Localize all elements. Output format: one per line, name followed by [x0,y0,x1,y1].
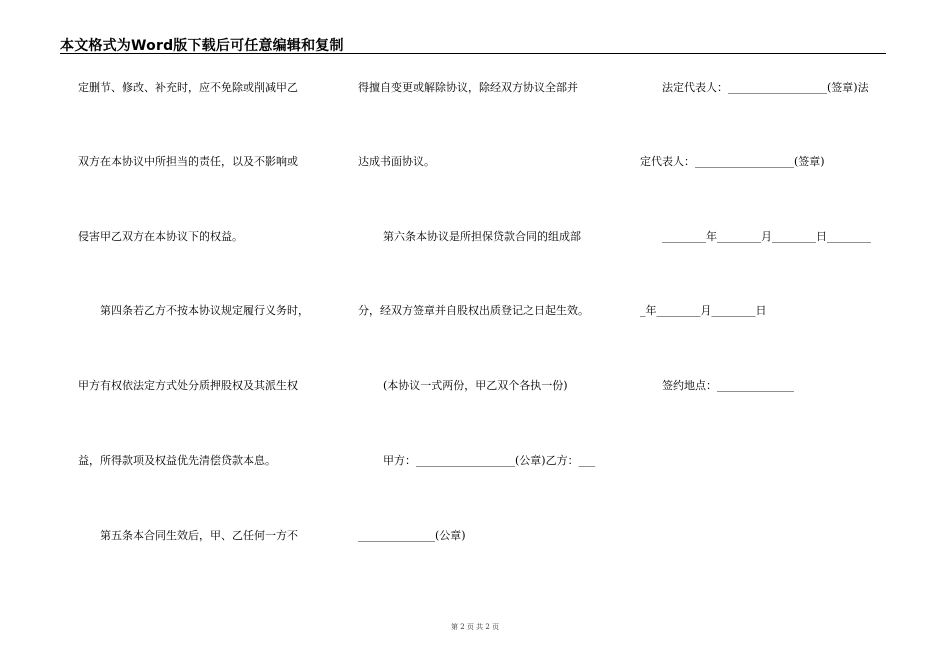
col3-line-2: 定代表人：__________________(签章) [640,155,825,168]
col1-line-4: 第四条若乙方不按本协议规定履行义务时， [100,304,309,317]
col1-line-1: 定删节、修改、补充时，应不免除或削减甲乙 [78,81,298,94]
col2-line-5: (本协议一式两份，甲乙双个各执一份) [383,379,568,392]
col2-line-7: ______________(公章) [358,529,466,542]
col2-line-6: 甲方：__________________(公章)乙方：___ [383,454,596,467]
col1-line-7: 第五条本合同生效后，甲、乙任何一方不 [100,529,298,542]
col3-line-5: 签约地点：______________ [662,379,794,392]
col2-line-3: 第六条本协议是所担保贷款合同的组成部 [383,230,581,243]
col3-line-4: _年________月________日 [640,304,767,317]
col3-line-1: 法定代表人：__________________(签章)法 [662,81,869,94]
col2-line-1: 得擅自变更或解除协议，除经双方协议全部并 [358,81,578,94]
col1-line-2: 双方在本协议中所担当的责任，以及不影响或 [78,155,298,168]
col3-line-3: ________年________月________日________ [662,230,871,243]
col1-line-5: 甲方有权依法定方式处分质押股权及其派生权 [78,379,298,392]
page-footer: 第 2 页 共 2 页 [450,623,500,631]
header-rule [60,53,886,54]
col1-line-3: 侵害甲乙双方在本协议下的权益。 [78,230,243,243]
col1-line-6: 益，所得款项及权益优先清偿贷款本息。 [78,454,276,467]
col2-line-4: 分，经双方签章并自股权出质登记之日起生效。 [358,304,589,317]
page-header-title: 本文格式为Word版下载后可任意编辑和复制 [60,38,344,54]
col2-line-2: 达成书面协议。 [358,155,435,168]
